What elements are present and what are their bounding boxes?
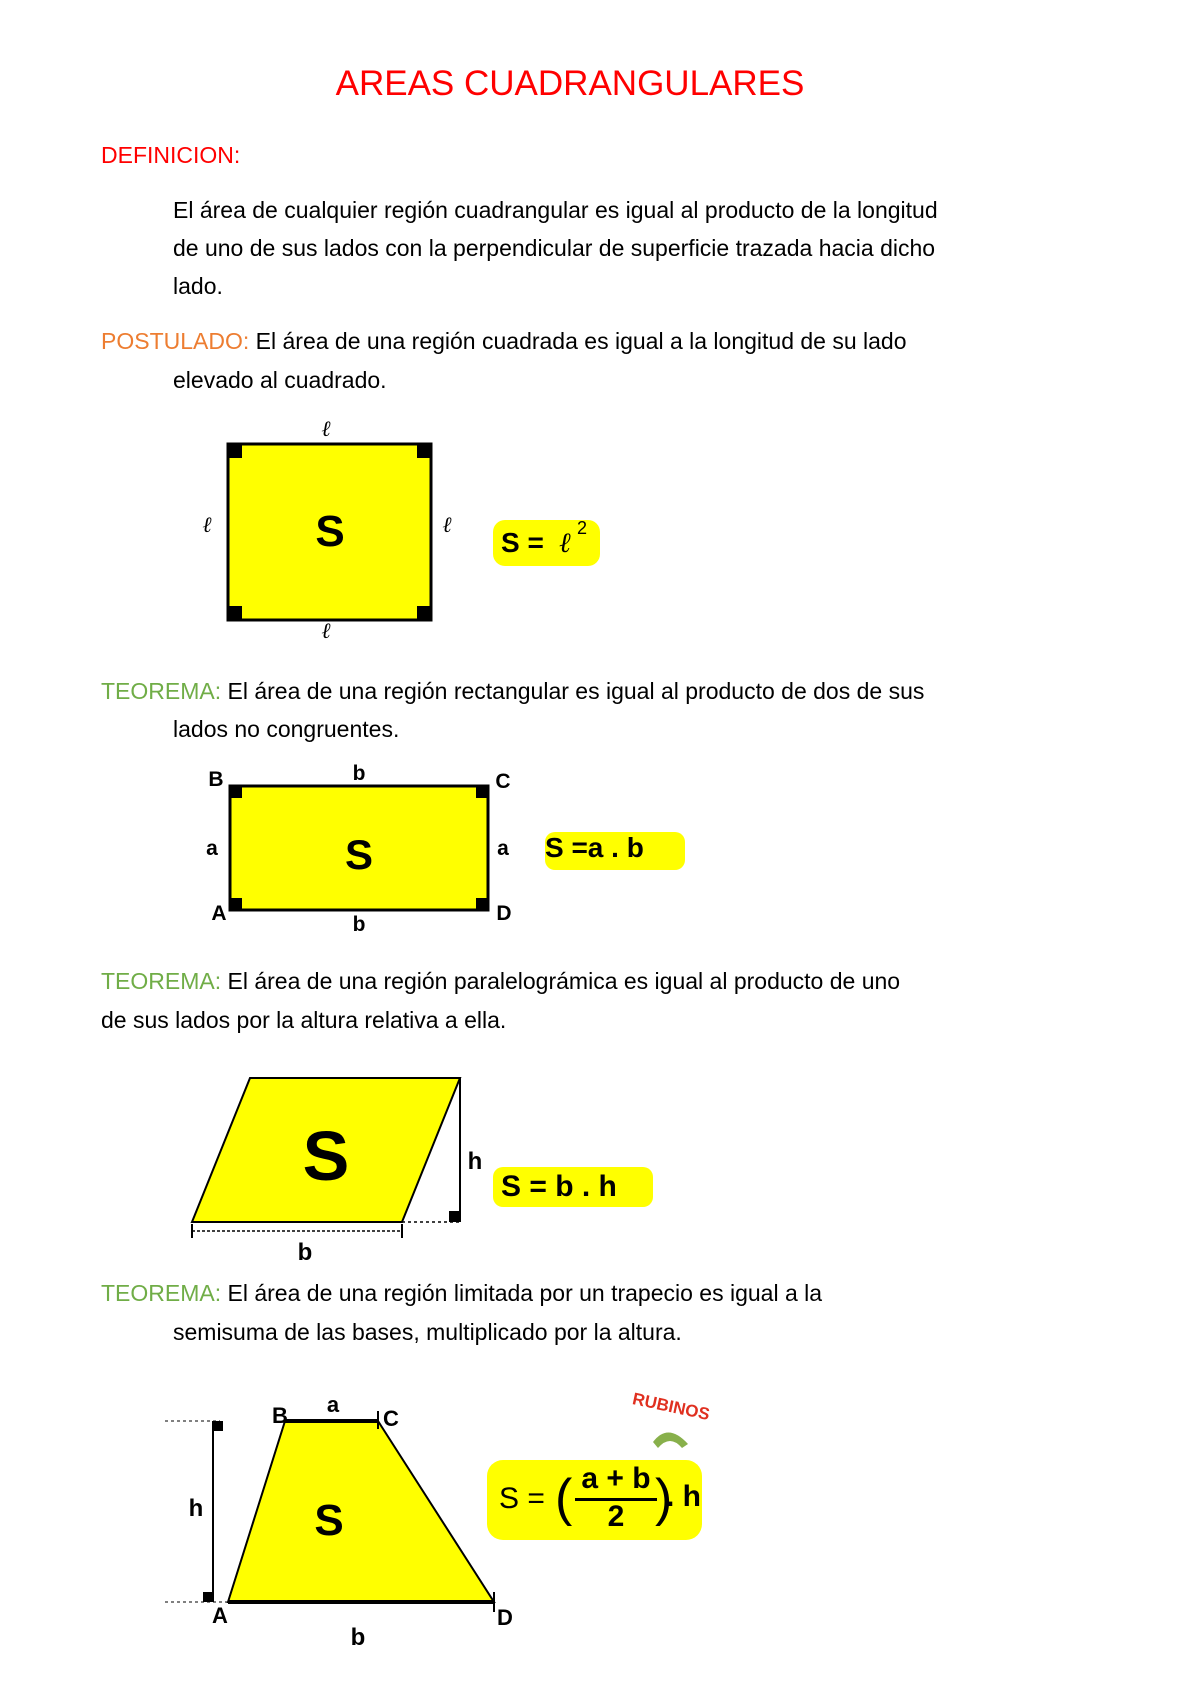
teorema1-line-1: El área de una región rectangular es igual al producto de dos de sus <box>227 678 925 704</box>
side-b-bottom: b <box>352 913 366 936</box>
parallelogram-figure <box>0 1060 720 1265</box>
square-formula <box>493 520 600 566</box>
vertex-A: A <box>211 902 227 925</box>
formula-exponent: 2 <box>577 518 588 538</box>
paren-left: ( <box>555 1469 573 1527</box>
vertex-B: B <box>272 1403 288 1428</box>
side-label-right: ℓ <box>442 513 452 538</box>
trapezoid-formula <box>487 1460 702 1540</box>
height-label-h: h <box>188 1495 204 1522</box>
parallelogram-formula <box>493 1167 653 1207</box>
area-symbol: S <box>315 507 345 556</box>
right-angle-mark <box>449 1211 460 1222</box>
rectangle-formula: S =a . b <box>545 832 685 870</box>
vertex-C: C <box>495 770 511 793</box>
side-b-label: b <box>350 1624 366 1651</box>
teorema3-label: TEOREMA: <box>101 1280 222 1306</box>
teorema1-label: TEOREMA: <box>101 678 222 704</box>
vertex-A: A <box>212 1603 228 1628</box>
right-angle-mark <box>417 444 431 458</box>
formula-lhs: S = <box>499 1482 545 1515</box>
teorema2-paragraph <box>101 962 900 1000</box>
right-angle-mark <box>230 898 242 910</box>
vertex-D: D <box>496 902 512 925</box>
side-label-bottom: ℓ <box>321 619 331 644</box>
right-angle-mark <box>228 606 242 620</box>
side-b-top: b <box>352 762 366 785</box>
right-angle-mark <box>476 786 488 798</box>
side-a-right: a <box>497 837 509 860</box>
side-a-label: a <box>326 1392 340 1417</box>
teorema2-label: TEOREMA: <box>101 968 222 994</box>
postulado-line-2: elevado al cuadrado. <box>173 367 387 393</box>
side-a-left: a <box>206 837 218 860</box>
formula-text: S = b . h <box>501 1170 617 1203</box>
logo-text: RUBINOS <box>630 1389 712 1425</box>
right-angle-mark <box>476 898 488 910</box>
base-label-b: b <box>297 1239 313 1266</box>
definicion-line-2: de uno de sus lados con la perpendicular de superficie trazada hacia dicho <box>173 235 936 261</box>
formula-ell: ℓ <box>559 526 571 559</box>
definicion-line-3: lado. <box>173 273 223 299</box>
postulado-line-1: El área de una región cuadrada es igual a la longitud de su lado <box>255 328 907 354</box>
vertex-B: B <box>208 768 224 791</box>
right-angle-mark <box>230 786 242 798</box>
teorema2-line-2: de sus lados por la altura relativa a ella. <box>101 1007 507 1033</box>
right-angle-mark <box>228 444 242 458</box>
teorema1-paragraph <box>101 672 924 710</box>
postulado-paragraph <box>101 322 907 360</box>
teorema3-line-1: El área de una región limitada por un trapecio es igual a la <box>227 1280 823 1306</box>
side-label-left: ℓ <box>202 513 212 538</box>
right-angle-mark <box>417 606 431 620</box>
area-symbol: S <box>314 1496 344 1545</box>
formula-lhs: S = <box>501 527 544 558</box>
teorema3-line-2: semisuma de las bases, multiplicado por la altura. <box>173 1319 682 1345</box>
teorema3-paragraph <box>101 1274 822 1312</box>
definicion-line-1: El área de cualquier región cuadrangular es igual al producto de la longitud <box>173 197 938 223</box>
page-title: AREAS CUADRANGULARES <box>335 64 805 103</box>
paren-right: ) <box>655 1469 673 1527</box>
rubinos-logo <box>0 1390 720 1460</box>
formula-numerator: a + b <box>581 1462 651 1495</box>
logo-plant <box>653 1432 688 1448</box>
area-symbol: S <box>344 831 374 878</box>
definicion-label: DEFINICION: <box>101 142 241 168</box>
formula-denominator: 2 <box>607 1500 625 1533</box>
teorema2-line-1: El área de una región paralelográmica es igual al producto de uno <box>227 968 901 994</box>
height-label-h: h <box>467 1148 483 1175</box>
formula-tail: . h <box>666 1480 701 1513</box>
right-angle-mark <box>203 1592 213 1602</box>
teorema1-line-2: lados no congruentes. <box>173 716 400 742</box>
vertex-C: C <box>383 1406 399 1431</box>
area-symbol: S <box>302 1117 350 1195</box>
side-label-top: ℓ <box>321 417 331 442</box>
vertex-D: D <box>497 1605 513 1630</box>
postulado-label: POSTULADO: <box>101 328 250 354</box>
